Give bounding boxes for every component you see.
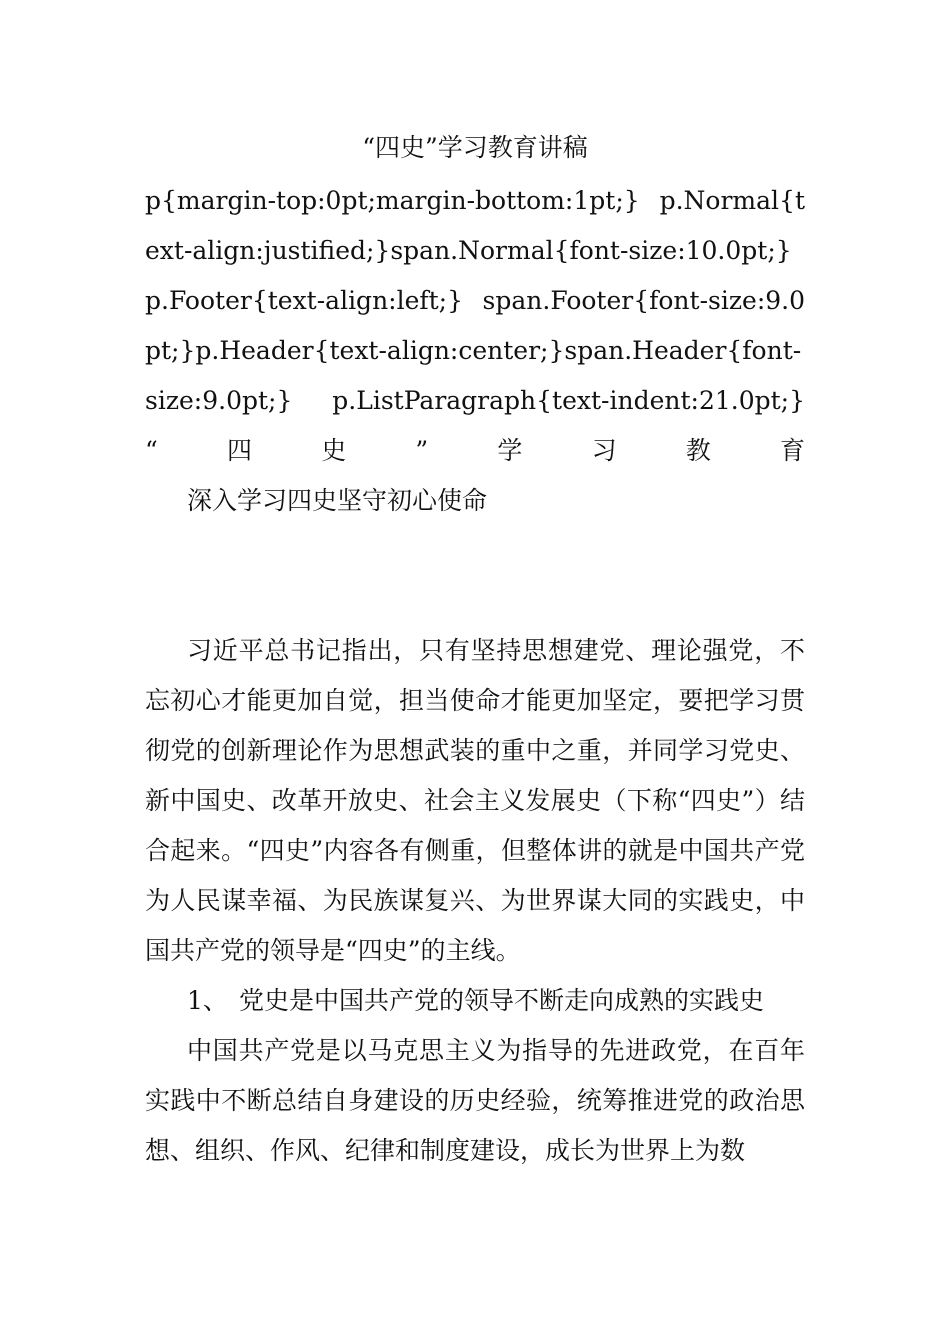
section-heading-1 bbox=[145, 976, 805, 1026]
document-title: “四史”学习教育讲稿 bbox=[362, 133, 588, 162]
intro-paragraph: 习近平总书记指出，只有坚持思想建党、理论强党，不忘初心才能更加自觉，担当使命才能更加坚定，要把学习贯彻党的创新理论作为思想武装的重中之重，并同学习党史、新中国史、改革开放史、社会主义发展史（下称“四史”）结合起来。“四史”内容各有侧重，但整体讲的就是中国共产党为人民谋幸福、为民族谋复兴、为世界谋大同的实践史，中国共产党的领导是“四史”的主线。 bbox=[145, 636, 805, 965]
document-body bbox=[145, 176, 805, 1176]
section-1-paragraph: 中国共产党是以马克思主义为指导的先进政党，在百年实践中不断总结自身建设的历史经验，统筹推进党的政治思想、组织、作风、纪律和制度建设，成长为世界上为数 bbox=[145, 1036, 805, 1165]
css-artifact-tail: “四史”学习教育 bbox=[145, 436, 805, 465]
css-artifact-paragraph bbox=[145, 176, 805, 476]
section-number: 1、 bbox=[187, 986, 228, 1015]
blank-spacer bbox=[145, 526, 805, 626]
document-subtitle: 深入学习四史坚守初心使命 bbox=[187, 486, 488, 515]
css-artifact-text: p{margin-top:0pt;margin-bottom:1pt;} p.Normal{text-align:justified;}span.Normal{font-size:10.0pt;}p.Footer{text-align:left;} span.Footer{font-size:9.0pt;}p.Header{text-align:center;}span.Header{font-size:9.0pt;} p.ListParagraph{text-indent:21.0pt;} bbox=[145, 186, 805, 415]
section-heading-text: 党史是中国共产党的领导不断走向成熟的实践史 bbox=[239, 986, 765, 1015]
